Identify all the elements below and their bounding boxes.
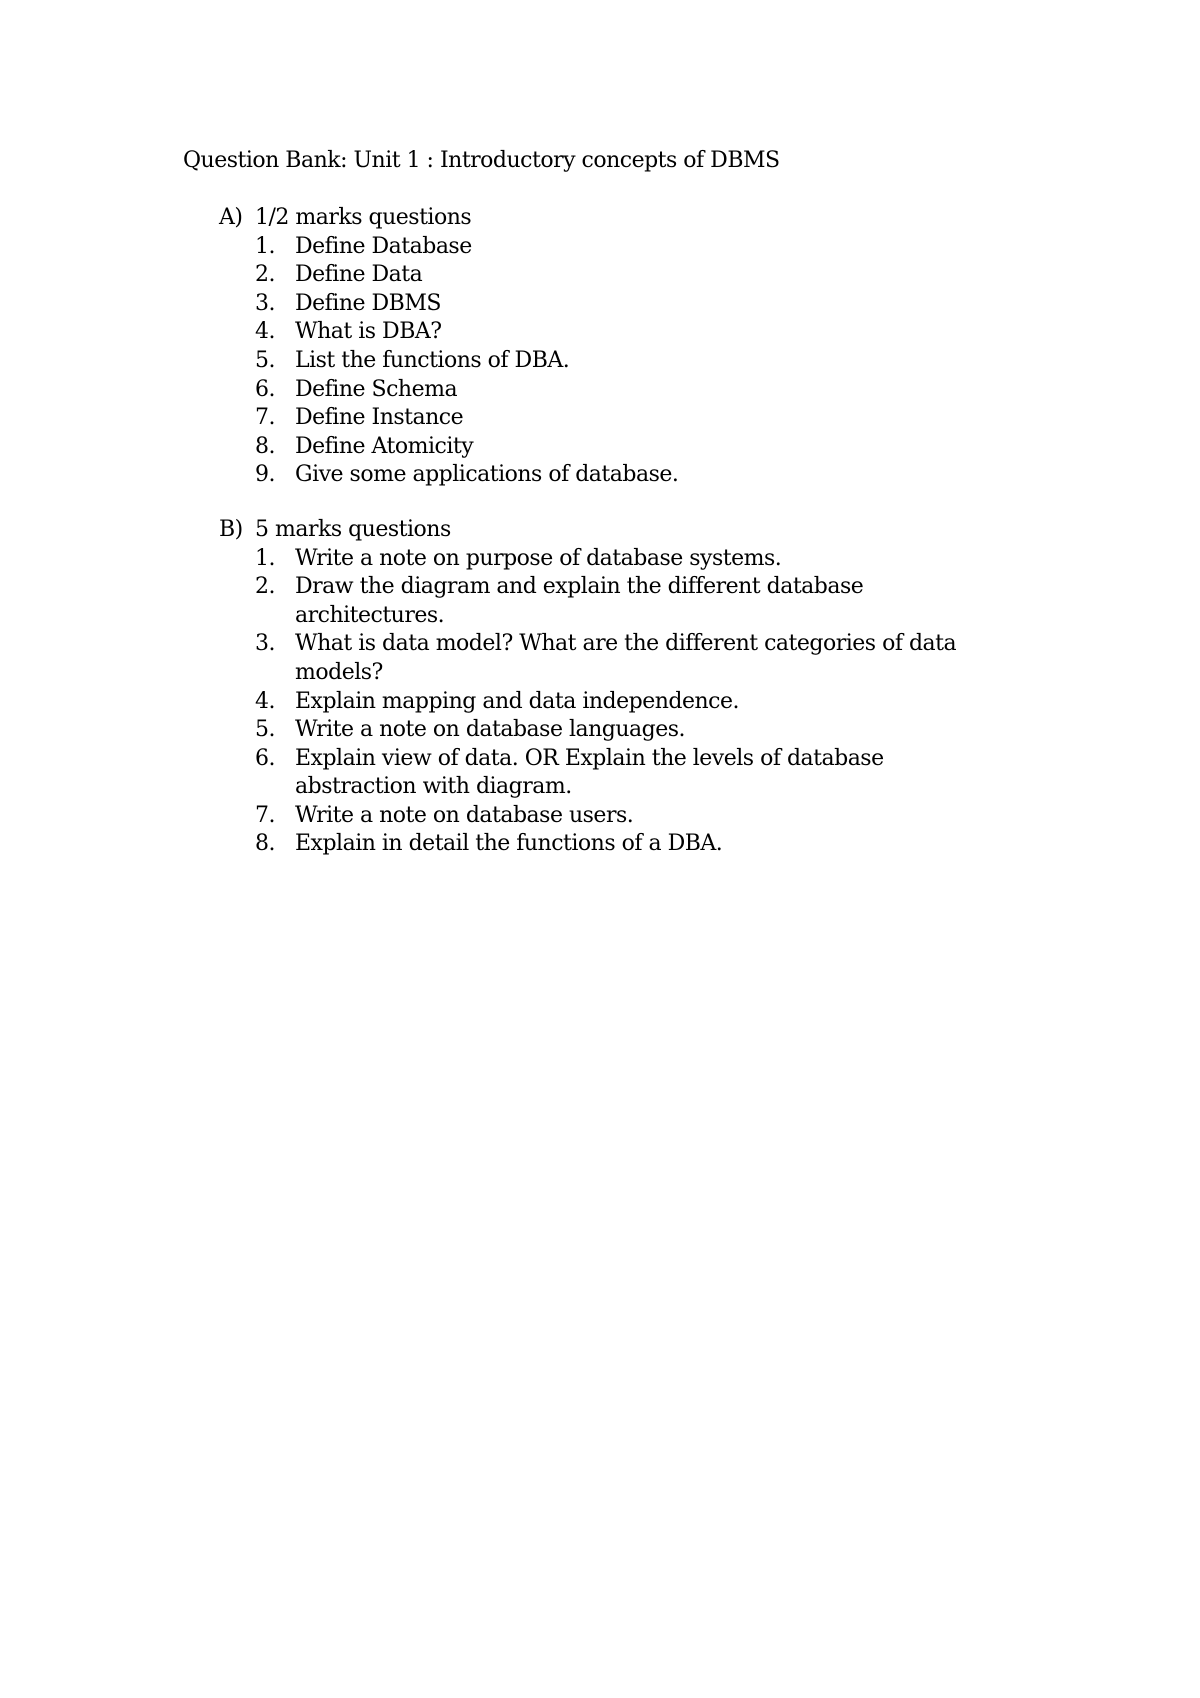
section-header xyxy=(183,204,1083,233)
question-text: Define Instance xyxy=(295,405,464,431)
list-item xyxy=(183,573,1083,630)
section-letter: A) xyxy=(219,205,243,230)
question-section xyxy=(183,516,1083,859)
document-body xyxy=(183,146,1083,885)
question-number: 8. xyxy=(255,831,275,857)
question-number: 1. xyxy=(255,545,275,571)
question-number: 3. xyxy=(255,631,275,657)
question-number: 8. xyxy=(255,433,275,459)
question-text: Give some applications of database. xyxy=(295,462,679,488)
question-number: 5. xyxy=(255,347,275,373)
question-text: Write a note on database users. xyxy=(295,802,634,828)
question-number: 2. xyxy=(255,262,275,288)
section-heading: 5 marks questions xyxy=(255,516,451,542)
question-text: Write a note on database languages. xyxy=(295,717,686,743)
list-item xyxy=(183,745,1083,802)
question-text: Define DBMS xyxy=(295,290,441,316)
question-number: 7. xyxy=(255,405,275,431)
question-list xyxy=(183,545,1083,860)
question-number: 9. xyxy=(255,462,275,488)
list-item xyxy=(183,433,1083,462)
list-item xyxy=(183,376,1083,405)
list-item xyxy=(183,318,1083,347)
question-text: What is DBA? xyxy=(295,319,442,345)
question-number: 6. xyxy=(255,376,275,402)
list-item xyxy=(183,461,1083,490)
question-text: Write a note on purpose of database systems. xyxy=(295,545,782,571)
question-text: Explain in detail the functions of a DBA. xyxy=(295,831,723,857)
question-number: 1. xyxy=(255,233,275,259)
list-item xyxy=(183,233,1083,262)
list-item xyxy=(183,802,1083,831)
list-item xyxy=(183,688,1083,717)
question-text: Draw the diagram and explain the different database architectures. xyxy=(295,574,864,628)
section-letter: B) xyxy=(219,516,243,542)
question-number: 4. xyxy=(255,319,275,345)
question-number: 3. xyxy=(255,290,275,316)
list-item xyxy=(183,716,1083,745)
question-text: Define Database xyxy=(295,233,472,259)
question-number: 2. xyxy=(255,574,275,600)
question-number: 7. xyxy=(255,802,275,828)
question-text: Explain mapping and data independence. xyxy=(295,688,740,714)
section-heading: 1/2 marks questions xyxy=(255,205,472,230)
question-number: 4. xyxy=(255,688,275,714)
list-item xyxy=(183,261,1083,290)
question-text: List the functions of DBA. xyxy=(295,347,570,373)
sections-container xyxy=(183,204,1083,859)
list-item xyxy=(183,630,1083,687)
question-text: What is data model? What are the different categories of data models? xyxy=(295,631,957,685)
question-text: Define Data xyxy=(295,262,423,288)
question-text: Define Atomicity xyxy=(295,433,474,459)
list-item xyxy=(183,545,1083,574)
section-header xyxy=(183,516,1083,545)
document-title: Question Bank: Unit 1 : Introductory concepts of DBMS xyxy=(183,148,780,173)
question-text: Explain view of data. OR Explain the levels of database abstraction with diagram. xyxy=(295,745,884,800)
list-item xyxy=(183,404,1083,433)
question-number: 6. xyxy=(255,745,275,771)
list-item xyxy=(183,830,1083,859)
question-section xyxy=(183,204,1083,490)
question-text: Define Schema xyxy=(295,376,458,402)
list-item xyxy=(183,290,1083,319)
question-list xyxy=(183,233,1083,490)
question-number: 5. xyxy=(255,717,275,743)
list-item xyxy=(183,347,1083,376)
